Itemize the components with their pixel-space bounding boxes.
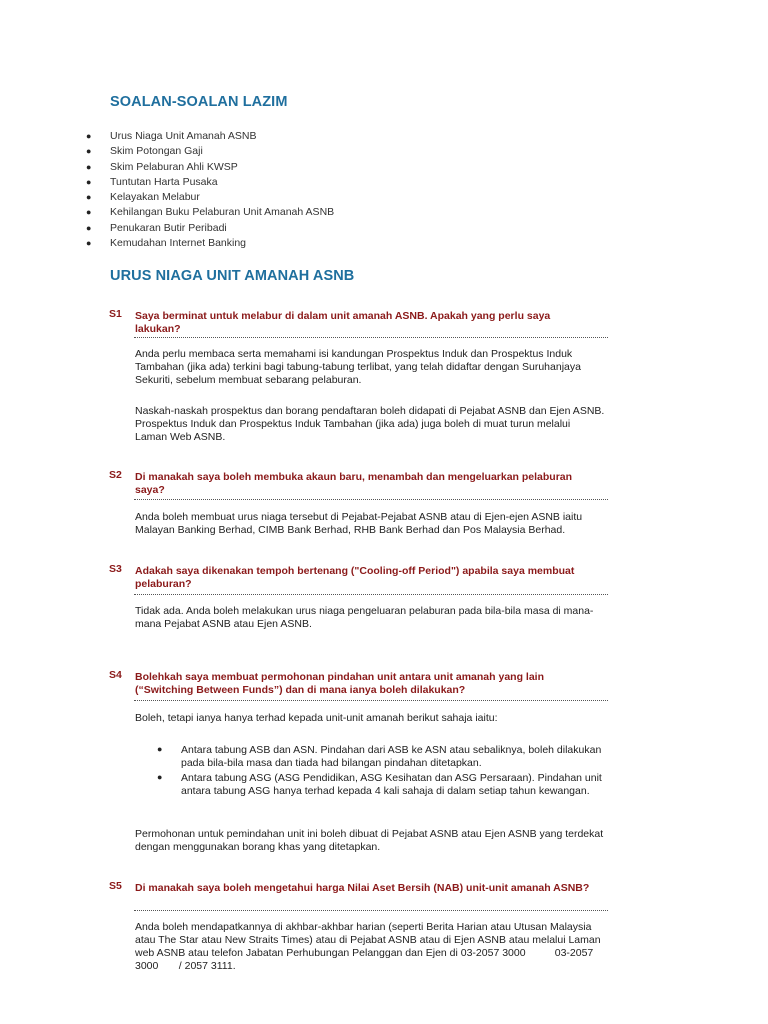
topic-link[interactable]: Skim Potongan Gaji (110, 145, 203, 158)
topic-link[interactable]: Skim Pelaburan Ahli KWSP (110, 160, 238, 173)
bullet-icon: ● (86, 146, 92, 157)
faq-title: SOALAN-SOALAN LAZIM (110, 94, 288, 110)
question-text: Di manakah saya boleh membuka akaun baru, menambah dan mengeluarkan pelaburan saya? (135, 471, 573, 496)
dotted-divider (134, 337, 608, 338)
dotted-divider (134, 499, 608, 500)
bullet-icon: ● (157, 772, 163, 782)
answer-paragraph: Anda perlu membaca serta memahami isi kandungan Prospektus Induk dan Prospektus Induk Tambahan (jika ada) terkini bagi tabung-tabung terlibat, yang telah didaftar dengan Suruhanjaya Sekuriti, sebelum membuat sebarang pelaburan. (135, 348, 581, 386)
question-text: Di manakah saya boleh mengetahui harga Nilai Aset Bersih (NAB) unit-unit amanah ASNB? (135, 882, 590, 894)
bullet-icon: ● (86, 131, 92, 141)
dotted-divider (134, 594, 608, 595)
sub-point-text: Antara tabung ASB dan ASN. Pindahan dari ASB ke ASN atau sebaliknya, boleh dilakukan pada bila-bila masa dan tiada had bilangan pindahan ditetapkan. (181, 744, 602, 769)
question-number: S3 (109, 563, 122, 575)
dotted-divider (134, 700, 608, 701)
answer-paragraph: Tidak ada. Anda boleh melakukan urus niaga pengeluaran pelaburan pada bila-bila masa di mana-mana Pejabat ASNB atau Ejen ASNB. (135, 605, 594, 630)
answer-paragraph: Boleh, tetapi ianya hanya terhad kepada unit-unit amanah berikut sahaja iaitu: (135, 712, 498, 724)
topic-link[interactable]: Urus Niaga Unit Amanah ASNB (110, 130, 257, 142)
section-title: URUS NIAGA UNIT AMANAH ASNB (110, 268, 355, 284)
dotted-divider (134, 910, 608, 911)
answer-paragraph: Permohonan untuk pemindahan unit ini boleh dibuat di Pejabat ASNB atau Ejen ASNB yang terdekat dengan menggunakan borang khas yang ditetapkan. (135, 828, 604, 853)
topic-link[interactable]: Kelayakan Melabur (110, 191, 200, 204)
topic-link[interactable]: Kehilangan Buku Pelaburan Unit Amanah ASNB (110, 206, 335, 219)
bullet-icon: ● (157, 744, 163, 754)
topic-link[interactable]: Tuntutan Harta Pusaka (110, 175, 218, 188)
question-number: S4 (109, 669, 122, 681)
bullet-icon: ● (86, 161, 92, 172)
question-text: Saya berminat untuk melabur di dalam unit amanah ASNB. Apakah yang perlu saya lakukan? (135, 310, 551, 335)
answer-paragraph: Anda boleh membuat urus niaga tersebut di Pejabat-Pejabat ASNB atau di Ejen-ejen ASNB iaitu Malayan Banking Berhad, CIMB Bank Berhad, RHB Bank Berhad dan Pos Malaysia Berhad. (135, 511, 583, 536)
bullet-icon: ● (86, 192, 92, 203)
question-text: Adakah saya dikenakan tempoh bertenang ("Cooling-off Period") apabila saya membuat pelaburan? (135, 565, 575, 590)
bullet-icon: ● (86, 207, 92, 218)
question-number: S2 (109, 469, 122, 481)
topic-link[interactable]: Kemudahan Internet Banking (110, 237, 247, 250)
answer-paragraph: Anda boleh mendapatkannya di akhbar-akhbar harian (seperti Berita Harian atau Utusan Malaysia atau The Star atau New Straits Times) atau di Pejabat ASNB atau di Ejen ASNB atau melalui Laman web ASNB atau telefon Jabatan Perhubungan Pelanggan dan Ejen di 03-2057 3000 03-2057 3000 / 2057 3111. (135, 921, 604, 972)
bullet-icon: ● (86, 176, 92, 187)
answer-paragraph: Naskah-naskah prospektus dan borang pendaftaran boleh didapati di Pejabat ASNB dan Ejen ASNB. Prospektus Induk dan Prospektus Induk Tambahan (jika ada) juga boleh di muat turun melalui Laman Web ASNB. (135, 405, 605, 443)
topic-link[interactable]: Penukaran Butir Peribadi (110, 221, 227, 234)
bullet-icon: ● (86, 222, 92, 233)
question-number: S5 (109, 880, 122, 892)
question-text: Bolehkah saya membuat permohonan pindahan unit antara unit amanah yang lain (“Switching Between Funds”) dan di mana ianya boleh dilakukan? (135, 671, 544, 696)
question-number: S1 (109, 308, 122, 320)
bullet-icon: ● (86, 238, 92, 249)
sub-point-text: Antara tabung ASG (ASG Pendidikan, ASG Kesihatan dan ASG Persaraan). Pindahan unit antara tabung ASG hanya terhad kepada 4 kali sahaja di dalam setiap tahun kewangan. (181, 772, 602, 797)
